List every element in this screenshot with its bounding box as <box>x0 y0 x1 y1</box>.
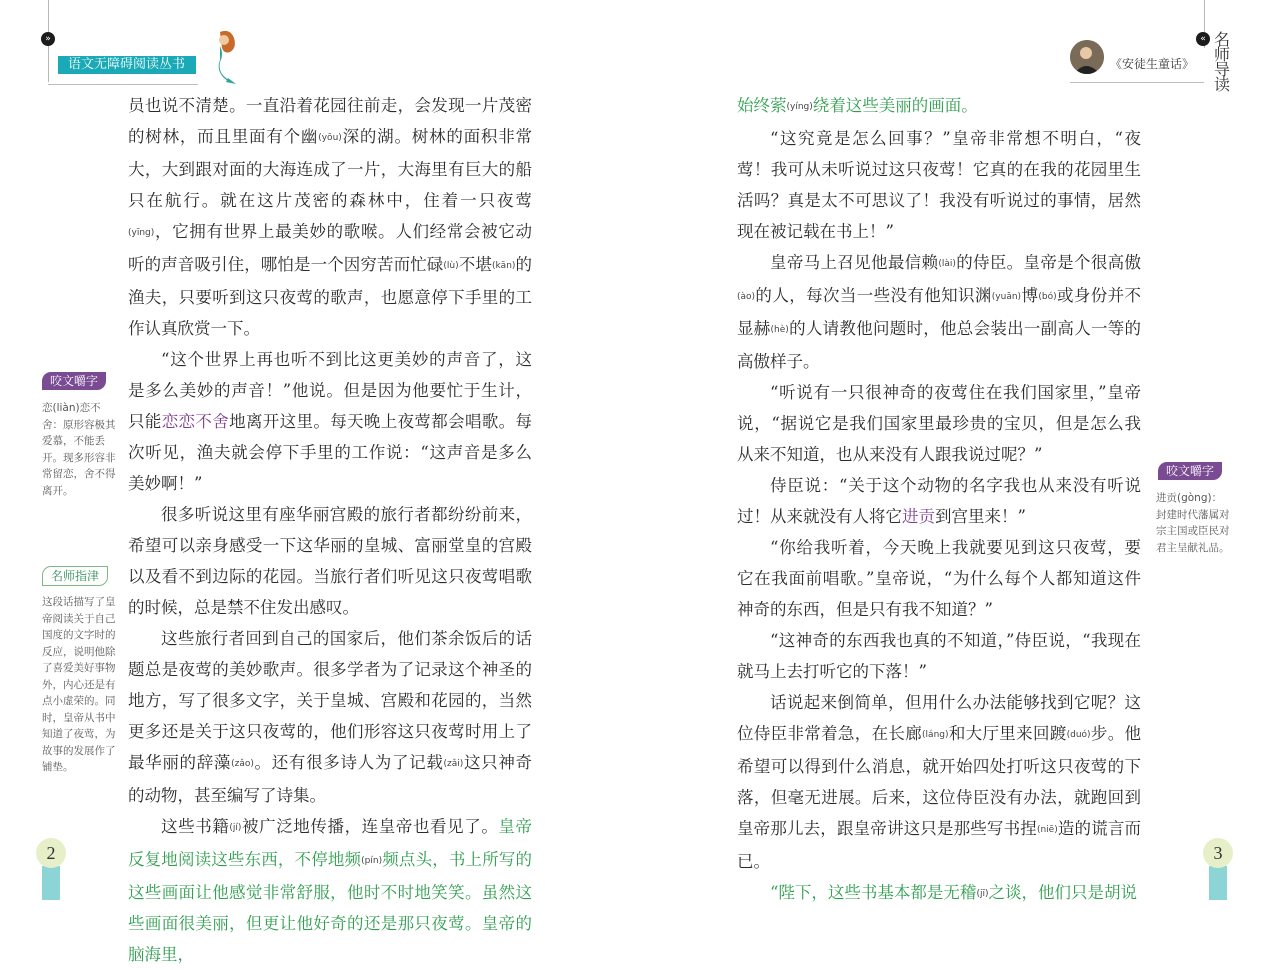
pinyin-annotation: (jí) <box>229 823 242 833</box>
text-run: 话说起来倒简单，但用什么办法能够找到它呢？这位侍臣非常着急，在长廊 <box>737 693 1141 743</box>
pinyin-annotation: (zǎo) <box>231 759 254 769</box>
text-run: 和大厅里来回踱 <box>948 724 1067 743</box>
text-run: 造的谎言而已。 <box>737 819 1142 871</box>
note-tag-yaowen-right: 咬文嚼字 <box>1158 462 1222 480</box>
left-page-text <box>128 90 532 970</box>
left-page-number: 2 <box>36 838 66 868</box>
paragraph <box>737 377 1141 470</box>
paragraph <box>128 90 532 344</box>
book-title: 《安徒生童话》 <box>1110 57 1195 71</box>
note-text-jingong: 进贡(gòng)：封建时代藩属对宗主国或臣民对君主呈献礼品。 <box>1156 492 1230 554</box>
paragraph <box>737 625 1141 687</box>
text-run: 这些旅行者回到自己的国家后，他们茶余饭后的话题总是夜莺的美妙歌声。很多学者为了记录这个神圣的地方，写了很多文字，关于皇城、宫殿和花园的，当然更多还是关于这只夜莺的，他们形容这只夜莺时用上了最华丽的辞藻 <box>128 629 532 772</box>
text-run: ，它拥有世界上最美妙的歌喉。人们经常会被它动听的声音吸引住，哪怕是一个因穷苦而忙碌 <box>128 222 532 274</box>
text-run: “陛下，这些书基本都是无稽 <box>770 883 977 902</box>
text-run: 深的湖。树林的面积非常大，大到跟对面的大海连成了一片，大海里有巨大的船只在航行。就在这片茂密的森林中，住着一只夜莺 <box>128 127 533 210</box>
pinyin-annotation: (ào) <box>737 292 756 302</box>
text-run: 不堪 <box>458 255 492 274</box>
left-header-rule <box>48 84 198 85</box>
right-header-rule <box>1070 82 1204 83</box>
author-portrait-icon <box>1070 40 1104 74</box>
paragraph <box>128 811 532 970</box>
pinyin-annotation: (zǎi) <box>443 759 464 769</box>
pinyin-annotation: (kān) <box>491 261 516 271</box>
text-run: “你给我听着，今天晚上我就要见到这只夜莺，要它在我面前唱歌。”皇帝说，“为什么每个人都知道这件神奇的东西，但是只有我不知道？” <box>737 538 1141 619</box>
text-run: 频点头，书上所写的这些画面让他感觉非常舒服，他时不时地笑笑。虽然这些画面很美丽，但更让他好奇的还是那只夜莺。皇帝的脑海里， <box>128 850 533 964</box>
text-run: 。还有很多诗人为了记载 <box>253 753 444 772</box>
pinyin-annotation: (niē) <box>1036 825 1058 835</box>
double-chevron-left-icon: « <box>1196 32 1210 46</box>
text-run: 地离开这里。每天晚上夜莺都会唱歌。每次听见，渔夫就会停下手里的工作说：“这声音是多么美妙啊！” <box>128 412 533 493</box>
pinyin-annotation: (yuān) <box>991 292 1022 302</box>
paragraph <box>737 532 1141 625</box>
text-run: 的人，每次当一些没有他知识渊 <box>755 286 992 305</box>
text-run: 侍臣说：“关于这个动物的名字我也从来没有听说过！从来就没有人将它 <box>737 476 1141 526</box>
text-run: 皇帝马上召见他最信赖 <box>770 253 939 272</box>
pinyin-annotation: (láng) <box>922 730 949 740</box>
paragraph <box>737 123 1141 247</box>
text-run: 始终萦 <box>737 96 787 115</box>
text-run: 这些书籍 <box>161 817 230 836</box>
text-run: 皇帝反复地阅读这些东西，不停地频 <box>128 817 532 869</box>
text-run: 被广泛地传播，连皇帝也看见了。 <box>241 817 499 836</box>
text-run: 很多听说这里有座华丽宫殿的旅行者都纷纷前来，希望可以亲身感受一下这华丽的皇城、富丽堂皇的宫殿以及看不到边际的花园。当旅行者们听见这只夜莺唱歌的时候，总是禁不住发出感叹。 <box>128 505 532 617</box>
paragraph <box>737 877 1141 910</box>
text-run: 之谈，他们只是胡说 <box>988 883 1137 902</box>
pinyin-annotation: (yīng) <box>128 228 155 238</box>
text-run: 绕着这些美丽的画面。 <box>812 96 978 115</box>
pinyin-annotation: (hè) <box>770 325 789 335</box>
mermaid-icon <box>200 28 246 86</box>
series-title: 语文无障碍阅读丛书 <box>58 56 196 74</box>
text-run: 的侍臣。皇帝是个很高傲 <box>955 253 1142 272</box>
text-run: 的渔夫，只要听到这只夜莺的歌声，也愿意停下手里的工作认真欣赏一下。 <box>128 255 533 338</box>
double-chevron-icon: » <box>41 32 55 46</box>
right-page-tab <box>1209 866 1227 900</box>
paragraph <box>737 247 1141 377</box>
text-run: 的人请教他问题时，他总会装出一副高人一等的高傲样子。 <box>737 319 1142 371</box>
pinyin-annotation: (pín) <box>361 856 383 866</box>
text-run: “这究竟是怎么回事？”皇帝非常想不明白，“夜莺！我可从未听说过这只夜莺！它真的在我的花园里生活吗？真是太不可思议了！我没有听说过的事情，居然现在被记载在书上！” <box>737 129 1141 241</box>
text-run: 这只神奇的动物，甚至编写了诗集。 <box>128 753 532 805</box>
pinyin-annotation: (yōu) <box>318 133 342 143</box>
pinyin-annotation: (lù) <box>443 261 459 271</box>
note-tag-mingshi: 名师指津 <box>42 566 108 586</box>
pinyin-annotation: (bó) <box>1038 292 1057 302</box>
text-run: 博 <box>1021 286 1039 305</box>
text-run: 恋恋不舍 <box>161 412 230 431</box>
right-page-number: 3 <box>1203 838 1233 868</box>
paragraph <box>737 90 1141 123</box>
paragraph <box>128 499 532 623</box>
paragraph <box>737 470 1141 532</box>
paragraph <box>737 687 1141 877</box>
text-run: “听说有一只很神奇的夜莺住在我们国家里，”皇帝说，“据说它是我们国家里最珍贵的宝贝，但是怎么我从来不知道，也从来没有人跟我说过呢？” <box>737 383 1141 464</box>
text-run: 进贡 <box>902 507 935 526</box>
text-run: 员也说不清楚。一直沿着花园往前走，会发现一片茂密的树林，而且里面有个幽 <box>128 96 532 146</box>
note-text-lianlian: 恋(liàn)恋不舍：原形容极其爱慕，不能丢开。现多形容非常留恋，舍不得离开。 <box>42 402 116 497</box>
section-title: 名师导读 <box>1214 30 1231 94</box>
left-page-tab <box>42 866 60 900</box>
paragraph <box>128 623 532 811</box>
pinyin-annotation: (duó) <box>1066 730 1091 740</box>
text-run: 步。他希望可以得到什么消息，就开始四处打听这只夜莺的下落，但毫无进展。后来，这位侍臣没有办法，就跑回到皇帝那儿去，跟皇帝讲这只是那些写书捏 <box>737 724 1142 838</box>
text-run: “这神奇的东西我也真的不知道，”侍臣说，“我现在就马上去打听它的下落！” <box>737 631 1141 681</box>
pinyin-annotation: (jī) <box>976 889 989 899</box>
pinyin-annotation: (yíng) <box>786 102 813 112</box>
right-page-text <box>737 90 1141 910</box>
pinyin-annotation: (lài) <box>938 259 956 269</box>
text-run: “这个世界上再也听不到比这更美妙的声音了，这是多么美妙的声音！”他说。但是因为他要忙于生计，只能 <box>128 350 532 431</box>
paragraph <box>128 344 532 499</box>
note-tag-yaowen-left: 咬文嚼字 <box>42 372 106 390</box>
note-text-mingshi: 这段话描写了皇帝阅读关于自己国度的文字时的反应，说明他除了喜爱美好事物外，内心还是有点小虚荣的。同时，皇帝从书中知道了夜莺，为故事的发展作了铺垫。 <box>42 596 116 773</box>
text-run: 或身份并不显赫 <box>737 286 1142 338</box>
text-run: 到宫里来！” <box>935 507 1026 526</box>
